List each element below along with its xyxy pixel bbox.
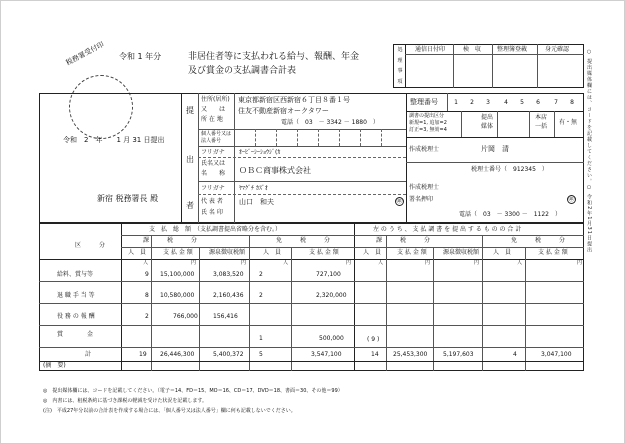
- rep-furigana-label: フリガナ: [201, 185, 225, 192]
- total-s-tax: 5,197,603: [443, 351, 474, 358]
- row-retire-e-amount: 2,320,000: [316, 292, 347, 299]
- note-1: ◎ 提出媒体欄には、コードを記載してください。（電子＝14、FD＝15、MO＝16、CD＝17、DVD＝18、書面＝30、その他＝99）: [43, 388, 343, 394]
- honten-label-1: 本店: [535, 114, 548, 121]
- col-amount-exempt: 支 払 金 額: [309, 249, 339, 256]
- medium-label-2: 媒体: [481, 123, 494, 130]
- tax-office-name: 新宿 税務署長 殿: [97, 194, 159, 203]
- unit-yen: 円: [577, 260, 583, 266]
- name-label-1: 氏名又は: [201, 160, 226, 167]
- unit-person: 人: [283, 260, 289, 266]
- processing-col-check: 検 収: [463, 46, 482, 53]
- row-retire-e-people: 2: [259, 292, 263, 299]
- total-e-amount: 3,547,100: [311, 351, 342, 358]
- col-amount: 支 払 金 額: [163, 249, 193, 256]
- row-services-t-tax: 156,416: [213, 313, 238, 320]
- seiri-digit: 5: [520, 99, 524, 106]
- rep-name: 山口 和夫: [239, 198, 274, 206]
- address-label-1: 住所(居所): [201, 96, 230, 103]
- address-line2: 住友不動産新宿オークタワー: [238, 107, 329, 115]
- col-people-exempt: 人 員: [263, 249, 282, 256]
- row-salary-e-people: 2: [259, 271, 263, 278]
- zeirishi-number: 税理士番号（ 912345 ）: [471, 166, 548, 173]
- col-people-sub: 人 員: [363, 249, 382, 256]
- furigana-label: フリガナ: [201, 149, 225, 156]
- row-services-t-amount: 766,000: [173, 313, 198, 320]
- creator-name: 片岡 清: [481, 145, 509, 153]
- seiri-label: 整理番号: [410, 98, 438, 106]
- row-label-prize: 賞 金: [57, 331, 94, 338]
- processing-label: 処 理 事 項: [397, 47, 403, 85]
- zeirishi-phone: 電話（ 03 － 3300 － 1122 ）: [459, 211, 561, 218]
- submitted-total-header: 左 の う ち 、 支 払 調 書 を 提 出 す る も の の 合 計: [373, 226, 522, 233]
- total-s-people: 14: [371, 351, 379, 358]
- row-salary-t-amount: 15,100,000: [160, 271, 195, 278]
- address-phone: 電話（ 03 － 3342 － 1880 ）: [281, 119, 379, 126]
- unit-yen: 円: [346, 260, 352, 266]
- taxable-header-2: 課 税 分: [376, 237, 431, 244]
- row-retire-t-tax: 2,160,436: [213, 292, 244, 299]
- total-s-amount: 25,453,300: [393, 351, 428, 358]
- processing-col-register: 整理簿登載: [497, 46, 528, 53]
- zeirishi-label-1: 作成税理士: [409, 184, 440, 191]
- col-withheld: 源泉徴収税額: [209, 249, 246, 256]
- kubun-header: 区 分: [75, 242, 106, 249]
- note-3: (注) 平成27年分以前の合計表を作成する場合には、「個人番号又は法人番号」欄に何も記載しないでください。: [43, 408, 296, 414]
- row-prize-e-people: 1: [259, 335, 263, 342]
- unit-yen: 円: [191, 260, 197, 266]
- company-name: ＯＢＣ商事株式会社: [239, 166, 311, 175]
- total-t-people: 19: [139, 351, 147, 358]
- provider-label-3: 者: [186, 201, 194, 210]
- seiri-digit: 3: [486, 99, 490, 106]
- row-prize-s-people-inner: ( 9 ): [367, 336, 380, 343]
- rep-furigana-value: ﾔﾏｸﾞﾁ ｶｽﾞｵ: [239, 185, 268, 192]
- total-e-people: 5: [259, 351, 263, 358]
- seiri-digit: 1: [454, 99, 458, 106]
- seiri-digit: 4: [504, 99, 508, 106]
- submit-label-3: 訂正=3, 無効=4: [409, 127, 447, 133]
- address-label-2: 又 は: [201, 106, 226, 113]
- name-label-2: 名 称: [201, 170, 226, 177]
- medium-label-1: 提出: [481, 114, 494, 121]
- unit-yen: 円: [425, 260, 431, 266]
- paid-total-header: 支 払 総 額 （支払調書提出省略分を含む。）: [149, 226, 282, 233]
- col-amount-sub-exempt: 支 払 金 額: [538, 249, 568, 256]
- processing-col-identity: 身元確認: [545, 46, 570, 53]
- rep-seal-icon: ㊞: [396, 198, 403, 205]
- row-salary-t-tax: 3,083,520: [213, 271, 244, 278]
- unit-yen: 円: [241, 260, 247, 266]
- exempt-header: 免 税 分: [276, 237, 331, 244]
- processing-col-postmark: 通信日付印: [415, 46, 446, 53]
- furigana-value: ｵｰﾋﾞｰｼｰｼｮｳｼﾞ(ｶ: [239, 149, 281, 156]
- creator-label: 作成税理士: [409, 146, 440, 153]
- seiri-digit: 7: [554, 99, 558, 106]
- col-withheld-sub: 源泉徴収税額: [443, 249, 480, 256]
- row-retire-t-people: 8: [145, 292, 149, 299]
- unit-person: 人: [517, 260, 523, 266]
- remarks-label: (摘 要): [43, 362, 66, 369]
- zeirishi-seal-icon: ㊞: [568, 196, 575, 203]
- row-label-services: 役 務 の 報 酬: [57, 313, 95, 320]
- row-salary-e-amount: 727,100: [316, 271, 341, 278]
- provider-label-2: 出: [186, 155, 194, 164]
- exempt-header-2: 免 税 分: [511, 237, 566, 244]
- form-title-line2: 及び賞金の支払調書合計表: [188, 66, 297, 76]
- submit-label-2: 新規=1, 追加=2: [409, 120, 447, 126]
- zeirishi-label-2: 署名押印: [409, 196, 434, 203]
- row-label-salary: 給料、賞与等: [57, 271, 94, 278]
- total-se-people: 4: [513, 351, 517, 358]
- mynumber-label-2: 法人番号: [201, 138, 222, 144]
- row-services-t-people: 2: [145, 313, 149, 320]
- provider-label-1: 提: [186, 106, 194, 115]
- side-note-vertical: ○ 提出媒体欄には、コードを記載してください。○ 令和2年1月31日提出: [586, 49, 592, 253]
- rep-label-1: 代 表 者: [201, 198, 223, 205]
- rep-label-2: 氏 名 印: [201, 209, 223, 216]
- seiri-digit: 2: [470, 99, 474, 106]
- row-label-total: 計: [85, 351, 92, 358]
- row-label-retirement: 退 職 手 当 等: [57, 292, 95, 299]
- taxable-header: 課 税 分: [143, 237, 198, 244]
- era-year: 令和 1 年分: [119, 52, 162, 61]
- unit-person: 人: [143, 260, 149, 266]
- seiri-digit: 8: [570, 99, 574, 106]
- address-label-3: 所 在 地: [201, 116, 223, 123]
- form-title-line1: 非居住者等に支払われる給与、報酬、年金: [188, 52, 360, 62]
- total-t-tax: 5,400,372: [213, 351, 244, 358]
- submit-label-1: 調書の提出区分: [409, 113, 445, 119]
- row-retire-t-amount: 10,580,000: [160, 292, 195, 299]
- stamp-label: 税務署受付印: [64, 40, 106, 68]
- honten-label-2: 一括: [535, 123, 548, 130]
- unit-person: 人: [378, 260, 384, 266]
- mynumber-label-1: 個人番号又は: [201, 131, 232, 137]
- filing-date: 令和 2 年 1 月 31 日提出: [63, 136, 165, 144]
- total-se-amount: 3,047,100: [541, 351, 572, 358]
- row-prize-e-amount: 500,000: [319, 335, 344, 342]
- col-people: 人 員: [128, 249, 147, 256]
- row-salary-t-people: 9: [145, 271, 149, 278]
- unit-yen: 円: [474, 260, 480, 266]
- total-t-amount: 26,446,300: [160, 351, 195, 358]
- yes-no-option[interactable]: 有・無: [559, 119, 578, 126]
- note-2: ◎ 内書には、租税条約に基づき課税の軽減を受けた状況を記載します。: [43, 398, 207, 404]
- col-people-sub-exempt: 人 員: [493, 249, 512, 256]
- seiri-digit: 6: [536, 99, 540, 106]
- col-amount-sub: 支 払 金 額: [397, 249, 427, 256]
- address-line1: 東京都新宿区西新宿６丁目８番１号: [238, 96, 350, 104]
